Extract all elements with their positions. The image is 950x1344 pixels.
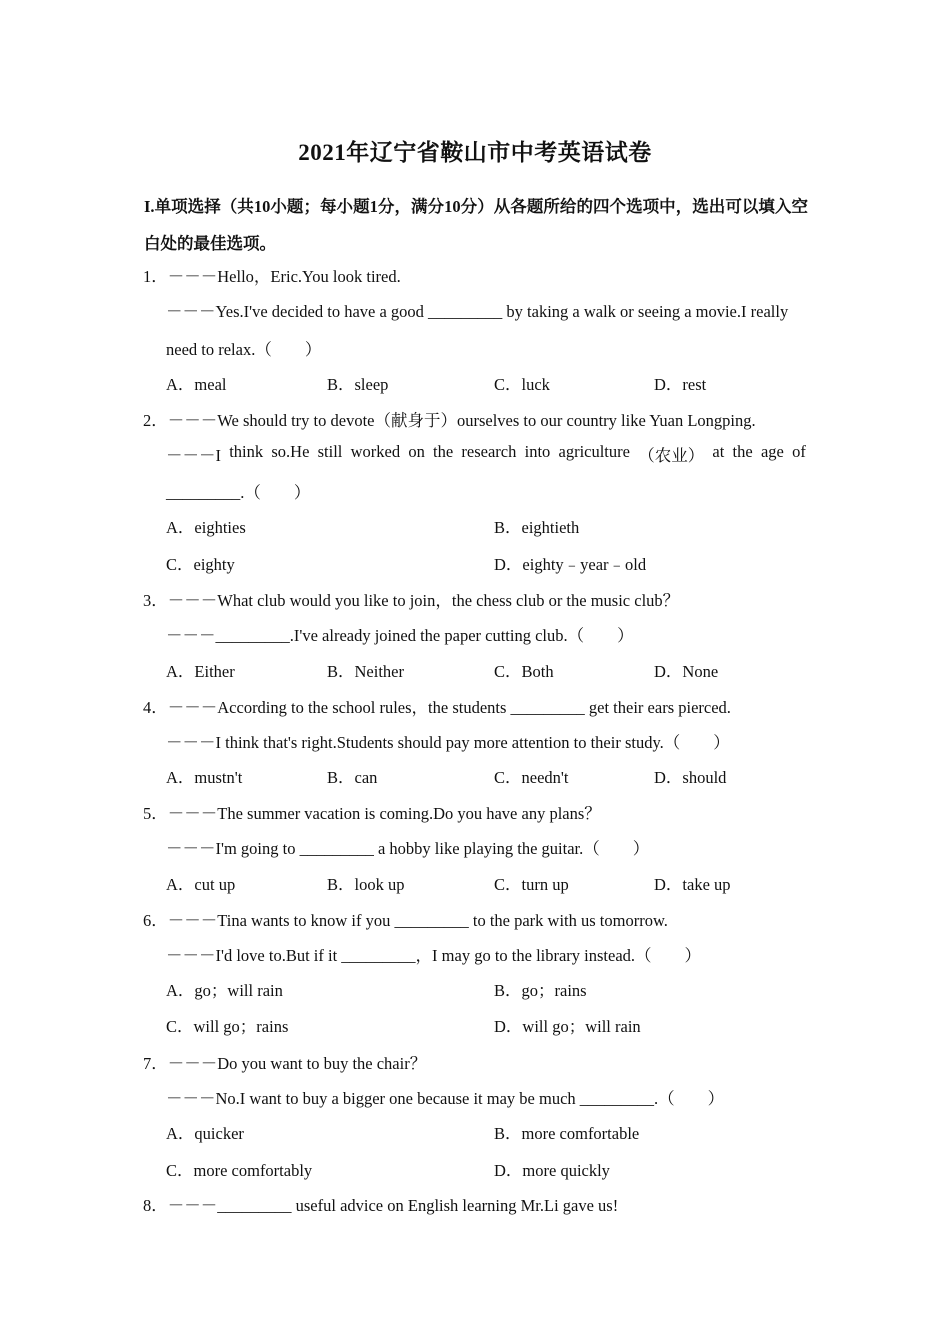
word: －－－I <box>166 446 221 465</box>
question-3-stem: 3．－－－What club would you like to join，the chess club or the music club？ <box>143 591 680 610</box>
question-8-stem: 8．－－－_________ useful advice on English learning Mr.Li gave us! <box>143 1196 619 1215</box>
question-1-option-d: D．rest <box>654 375 707 394</box>
word: of <box>792 442 806 461</box>
question-7-option-b: B．more comfortable <box>494 1124 640 1143</box>
question-4-option-a: A．mustn't <box>166 768 243 787</box>
section-instructions: I.单项选择（共10小题；每小题1分，满分10分）从各题所给的四个选项中，选出可以填入空白处的最佳选项。 <box>144 197 808 253</box>
question-5-option-b: B．look up <box>327 875 405 894</box>
question-2-option-d: D．eighty﹣year﹣old <box>494 555 647 574</box>
question-2-option-b: B．eightieth <box>494 518 580 537</box>
question-3-option-c: C．Both <box>494 662 554 681</box>
question-7-stem: 7．－－－Do you want to buy the chair？ <box>143 1054 427 1073</box>
question-2-reply <box>166 442 806 466</box>
question-5-reply: －－－I'm going to _________ a hobby like playing the guitar.（ ） <box>166 839 650 858</box>
page-title: 2021年辽宁省鞍山市中考英语试卷 <box>298 140 652 165</box>
question-5-option-c: C．turn up <box>494 875 569 894</box>
word: at <box>712 442 725 461</box>
question-1-option-b: B．sleep <box>327 375 389 394</box>
word: the <box>433 442 454 461</box>
question-2-option-c: C．eighty <box>166 555 235 574</box>
question-1-reply: －－－Yes.I've decided to have a good _________ by taking a walk or seeing a movie.I really <box>166 302 789 321</box>
question-3-option-b: B．Neither <box>327 662 404 681</box>
question-3-option-a: A．Either <box>166 662 235 681</box>
question-5-stem: 5．－－－The summer vacation is coming.Do you have any plans？ <box>143 804 601 823</box>
word: the <box>732 442 753 461</box>
question-1-option-c: C．luck <box>494 375 550 394</box>
word: think <box>229 442 264 461</box>
question-3-option-d: D．None <box>654 662 719 681</box>
question-2-stem: 2．－－－We should try to devote（献身于）ourselves to our country like Yuan Longping. <box>143 411 756 430</box>
question-6-option-b: B．go；rains <box>494 981 587 1000</box>
question-7-option-a: A．quicker <box>166 1124 244 1143</box>
question-2-reply-cont: _________.（ ） <box>166 483 311 502</box>
question-4-stem: 4．－－－According to the school rules，the students _________ get their ears pierced. <box>143 698 731 717</box>
word: age <box>760 442 784 461</box>
word: agriculture <box>558 442 630 461</box>
question-4-option-d: D．should <box>654 768 727 787</box>
word: still <box>317 442 343 461</box>
question-7-option-d: D．more quickly <box>494 1161 610 1180</box>
question-6-option-a: A．go；will rain <box>166 981 283 1000</box>
question-4-option-c: C．needn't <box>494 768 569 787</box>
question-1-option-a: A．meal <box>166 375 227 394</box>
question-6-reply: －－－I'd love to.But if it _________，I may go to the library instead.（ ） <box>166 946 702 965</box>
question-6-option-c: C．will go；rains <box>166 1017 289 1036</box>
word: worked <box>350 442 401 461</box>
word: into <box>524 442 551 461</box>
question-7-reply: －－－No.I want to buy a bigger one because it may be much _________.（ ） <box>166 1089 725 1108</box>
word: （农业） <box>638 446 705 465</box>
question-6-option-d: D．will go；will rain <box>494 1017 641 1036</box>
question-5-option-d: D．take up <box>654 875 731 894</box>
question-6-stem: 6．－－－Tina wants to know if you _________ to the park with us tomorrow. <box>143 911 668 930</box>
question-7-option-c: C．more comfortably <box>166 1161 313 1180</box>
question-4-option-b: B．can <box>327 768 378 787</box>
question-3-reply: －－－_________.I've already joined the paper cutting club.（ ） <box>166 626 634 645</box>
question-1-stem: 1．－－－Hello，Eric.You look tired. <box>143 267 401 286</box>
question-5-option-a: A．cut up <box>166 875 236 894</box>
word: so.He <box>271 442 310 461</box>
question-1-reply-cont: need to relax.（ ） <box>166 340 322 359</box>
word: research <box>461 442 517 461</box>
word: on <box>408 442 425 461</box>
question-4-reply: －－－I think that's right.Students should pay more attention to their study.（ ） <box>166 733 730 752</box>
question-2-option-a: A．eighties <box>166 518 246 537</box>
